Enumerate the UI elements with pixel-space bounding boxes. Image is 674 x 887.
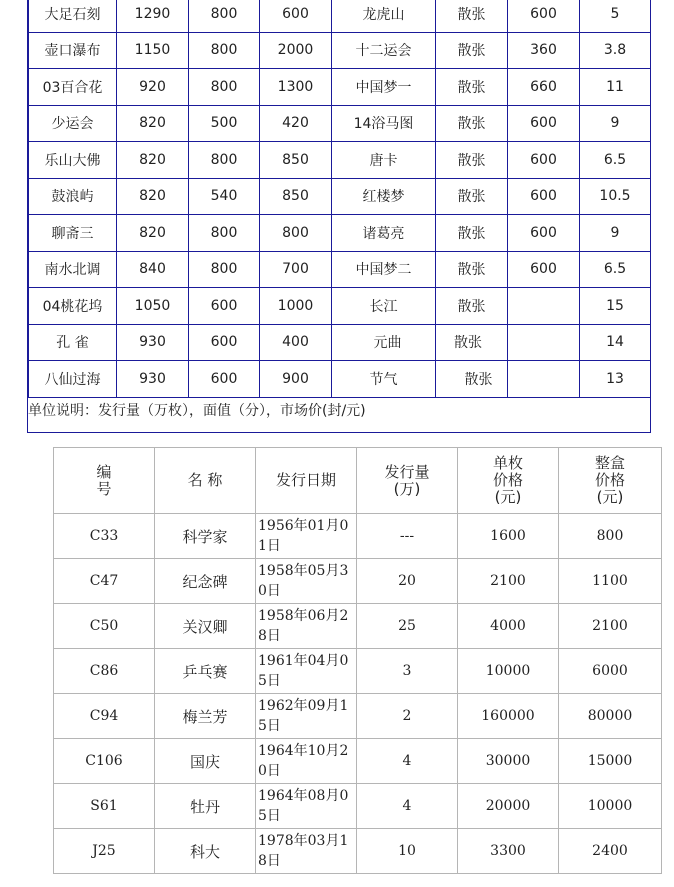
table2-row <box>54 559 662 604</box>
table1-row <box>29 105 651 142</box>
table1-cell-name-2: 十二运会 <box>332 32 436 69</box>
table2-cell-qty: 3 <box>357 649 458 694</box>
header-unit-price: 单枚 价格 (元) <box>458 448 559 514</box>
table2-cell-code: C33 <box>54 514 155 559</box>
table2-row <box>54 739 662 784</box>
table1-cell-price-2: 11 <box>580 69 651 106</box>
table1-cell-face-value-2: 660 <box>508 69 580 106</box>
table1-cell-type: 散张 <box>436 251 508 288</box>
table1-cell-face-value: 600 <box>189 288 260 325</box>
table2-cell-box: 15000 <box>559 739 662 784</box>
table1-row <box>29 0 651 32</box>
table2-cell-qty: 4 <box>357 784 458 829</box>
table1-cell-type: 散张 <box>436 32 508 69</box>
table2-cell-box: 6000 <box>559 649 662 694</box>
header-qty: 发行量 (万) <box>357 448 458 514</box>
table1-cell-name: 04桃花坞 <box>29 288 117 325</box>
table1-cell-name-2: 唐卡 <box>332 142 436 179</box>
table2-cell-qty: 4 <box>357 739 458 784</box>
table1-cell-face-value-2: 600 <box>508 178 580 215</box>
table1-cell-name: 壶口瀑布 <box>29 32 117 69</box>
table1-cell-face-value-2: 360 <box>508 32 580 69</box>
table1-cell-type: 散张 <box>436 105 508 142</box>
table2-row <box>54 694 662 739</box>
table2-cell-box: 1100 <box>559 559 662 604</box>
table2-cell-qty: 25 <box>357 604 458 649</box>
table1-cell-price-2: 6.5 <box>580 142 651 179</box>
table1-cell-price-2: 10.5 <box>580 178 651 215</box>
table1-cell-face-value-2 <box>508 288 580 325</box>
table1-cell-issue-qty: 820 <box>117 215 189 252</box>
table1-cell-type: 散张 <box>436 0 508 32</box>
table2-cell-date: 1956年01月01日 <box>256 514 357 559</box>
table1-cell-price: 1000 <box>260 288 332 325</box>
table1-cell-name-2: 14浴马图 <box>332 105 436 142</box>
table1-cell-face-value: 800 <box>189 215 260 252</box>
table1-cell-issue-qty: 1050 <box>117 288 189 325</box>
table1-cell-name: 南水北调 <box>29 251 117 288</box>
table2-row <box>54 784 662 829</box>
table1-cell-type: 散张 <box>436 69 508 106</box>
table2-cell-box: 2100 <box>559 604 662 649</box>
table2-cell-date: 1958年06月28日 <box>256 604 357 649</box>
table2-cell-name: 科大 <box>155 829 256 874</box>
table2-cell-code: J25 <box>54 829 155 874</box>
table1-cell-face-value: 600 <box>189 361 260 398</box>
table2-cell-qty: 10 <box>357 829 458 874</box>
table1-row <box>29 32 651 69</box>
table2-cell-date: 1961年04月05日 <box>256 649 357 694</box>
table1-cell-price: 400 <box>260 324 332 361</box>
table2-cell-code: C47 <box>54 559 155 604</box>
table2-cell-box: 2400 <box>559 829 662 874</box>
table1-cell-price-2: 9 <box>580 105 651 142</box>
table1-cell-price-2: 15 <box>580 288 651 325</box>
table1-cell-price: 900 <box>260 361 332 398</box>
table1-cell-name-2: 龙虎山 <box>332 0 436 32</box>
table1-cell-name-2: 中国梦一 <box>332 69 436 106</box>
table2-cell-unit: 160000 <box>458 694 559 739</box>
table2-cell-date: 1958年05月30日 <box>256 559 357 604</box>
table1-cell-face-value-2: 600 <box>508 105 580 142</box>
table1-cell-face-value: 500 <box>189 105 260 142</box>
table1-cell-face-value-2: 600 <box>508 251 580 288</box>
table1-cell-face-value: 540 <box>189 178 260 215</box>
header-box-price: 整盒 价格 (元) <box>559 448 662 514</box>
table1-cell-name: 少运会 <box>29 105 117 142</box>
table1-cell-price: 420 <box>260 105 332 142</box>
table1-cell-type: 散张 <box>436 288 508 325</box>
table1-cell-price-2: 6.5 <box>580 251 651 288</box>
table1-row <box>29 178 651 215</box>
table2-cell-name: 纪念碑 <box>155 559 256 604</box>
table1-cell-face-value: 800 <box>189 32 260 69</box>
table1-grid <box>28 0 651 398</box>
table2-cell-unit: 4000 <box>458 604 559 649</box>
table1-cell-name-2: 长江 <box>332 288 436 325</box>
table2-cell-unit: 1600 <box>458 514 559 559</box>
table1-cell-name: 鼓浪屿 <box>29 178 117 215</box>
stamp-price-table-1 <box>27 0 651 433</box>
table1-cell-face-value-2: 600 <box>508 0 580 32</box>
table1-cell-price: 850 <box>260 142 332 179</box>
table1-cell-price: 800 <box>260 215 332 252</box>
table1-cell-issue-qty: 840 <box>117 251 189 288</box>
table2-cell-name: 梅兰芳 <box>155 694 256 739</box>
table2-cell-date: 1964年08月05日 <box>256 784 357 829</box>
table1-cell-type: 散张 <box>436 324 508 361</box>
table2-cell-code: C94 <box>54 694 155 739</box>
table1-cell-name: 八仙过海 <box>29 361 117 398</box>
table2-row <box>54 829 662 874</box>
table2-cell-code: S61 <box>54 784 155 829</box>
table2-cell-qty: 2 <box>357 694 458 739</box>
table1-cell-price: 600 <box>260 0 332 32</box>
table1-cell-type: 散张 <box>436 178 508 215</box>
table2-cell-code: C50 <box>54 604 155 649</box>
table2-cell-date: 1964年10月20日 <box>256 739 357 784</box>
table1-cell-issue-qty: 820 <box>117 105 189 142</box>
table2-cell-unit: 2100 <box>458 559 559 604</box>
table1-cell-type: 散张 <box>436 215 508 252</box>
table1-cell-face-value-2: 600 <box>508 215 580 252</box>
table1-cell-issue-qty: 1290 <box>117 0 189 32</box>
table2-row <box>54 649 662 694</box>
table1-row <box>29 215 651 252</box>
table1-cell-price-2: 13 <box>580 361 651 398</box>
table2-cell-name: 科学家 <box>155 514 256 559</box>
table1-cell-issue-qty: 930 <box>117 324 189 361</box>
table1-cell-type: 散张 <box>436 361 508 398</box>
table1-cell-price: 850 <box>260 178 332 215</box>
table1-row <box>29 324 651 361</box>
table1-cell-issue-qty: 1150 <box>117 32 189 69</box>
table2-cell-unit: 20000 <box>458 784 559 829</box>
table2-cell-name: 乒乓赛 <box>155 649 256 694</box>
table1-cell-name-2: 中国梦二 <box>332 251 436 288</box>
table2-cell-code: C106 <box>54 739 155 784</box>
table2-cell-name: 牡丹 <box>155 784 256 829</box>
table1-cell-name-2: 元曲 <box>332 324 436 361</box>
table2-cell-date: 1978年03月18日 <box>256 829 357 874</box>
table2-grid <box>53 447 662 874</box>
table2-cell-unit: 10000 <box>458 649 559 694</box>
table2-cell-name: 国庆 <box>155 739 256 784</box>
table2-cell-unit: 30000 <box>458 739 559 784</box>
table1-cell-face-value-2: 600 <box>508 142 580 179</box>
table1-cell-name: 孔 雀 <box>29 324 117 361</box>
table1-cell-price: 1300 <box>260 69 332 106</box>
table1-row <box>29 142 651 179</box>
table1-cell-price-2: 9 <box>580 215 651 252</box>
table1-cell-price: 700 <box>260 251 332 288</box>
table2-cell-box: 800 <box>559 514 662 559</box>
table1-cell-name: 03百合花 <box>29 69 117 106</box>
table1-row <box>29 251 651 288</box>
header-code: 编 号 <box>54 448 155 514</box>
table1-cell-face-value-2 <box>508 324 580 361</box>
table1-cell-price: 2000 <box>260 32 332 69</box>
table1-cell-face-value: 800 <box>189 69 260 106</box>
table1-cell-name: 聊斋三 <box>29 215 117 252</box>
table2-cell-box: 10000 <box>559 784 662 829</box>
table1-cell-name-2: 诸葛亮 <box>332 215 436 252</box>
header-date: 发行日期 <box>256 448 357 514</box>
table2-cell-date: 1962年09月15日 <box>256 694 357 739</box>
table2-cell-name: 关汉卿 <box>155 604 256 649</box>
table2-header-row <box>54 448 662 514</box>
table1-cell-issue-qty: 820 <box>117 142 189 179</box>
header-name: 名 称 <box>155 448 256 514</box>
table1-cell-name: 乐山大佛 <box>29 142 117 179</box>
table1-cell-name-2: 节气 <box>332 361 436 398</box>
unit-note: 单位说明：发行量（万枚），面值（分），市场价(封/元) <box>28 403 366 419</box>
table1-cell-name: 大足石刻 <box>29 0 117 32</box>
table2-cell-qty: --- <box>357 514 458 559</box>
table1-cell-face-value: 600 <box>189 324 260 361</box>
table1-row <box>29 69 651 106</box>
table2-cell-qty: 20 <box>357 559 458 604</box>
table1-cell-issue-qty: 930 <box>117 361 189 398</box>
table2-row <box>54 604 662 649</box>
table1-cell-price-2: 3.8 <box>580 32 651 69</box>
table2-row <box>54 514 662 559</box>
table1-row <box>29 288 651 325</box>
table2-cell-code: C86 <box>54 649 155 694</box>
table1-cell-price-2: 14 <box>580 324 651 361</box>
table1-cell-issue-qty: 820 <box>117 178 189 215</box>
stamp-price-table-2 <box>53 447 661 887</box>
table2-cell-unit: 3300 <box>458 829 559 874</box>
table1-cell-face-value: 800 <box>189 0 260 32</box>
table1-cell-price-2: 5 <box>580 0 651 32</box>
table1-cell-name-2: 红楼梦 <box>332 178 436 215</box>
table1-cell-issue-qty: 920 <box>117 69 189 106</box>
table1-cell-face-value: 800 <box>189 251 260 288</box>
table2-cell-box: 80000 <box>559 694 662 739</box>
table1-cell-face-value: 800 <box>189 142 260 179</box>
table1-cell-type: 散张 <box>436 142 508 179</box>
